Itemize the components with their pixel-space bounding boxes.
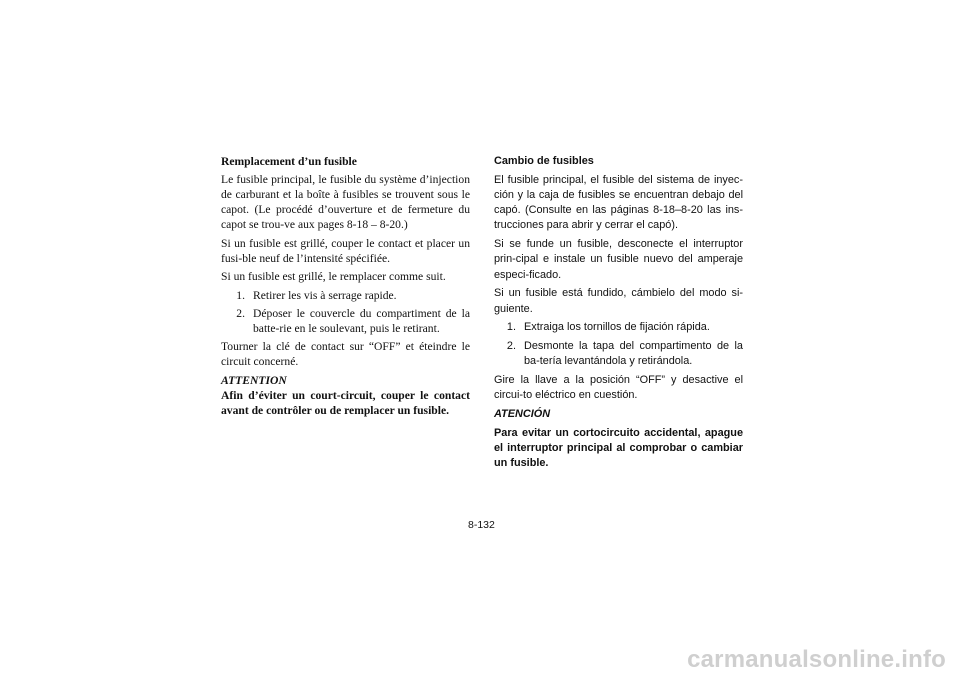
page-number: 8-132: [468, 519, 495, 531]
step-number: 2.: [236, 306, 245, 320]
spanish-step-2: [494, 339, 743, 369]
french-heading: Remplacement d’un fusible: [221, 155, 357, 168]
spanish-warning-title: ATENCIÓN: [494, 407, 551, 420]
step-number: 1.: [506, 321, 516, 334]
french-column: [221, 154, 470, 418]
french-paragraph-2: Si un fusible est grillé, couper le contact et placer un fusi-ble neuf de l’intensité spécifiée.: [221, 236, 470, 265]
french-paragraph-3: Si un fusible est grillé, le remplacer comme suit.: [221, 270, 446, 284]
step-number: 1.: [236, 288, 245, 302]
french-paragraph-4: Tourner la clé de contact sur “OFF” et éteindre le circuit concerné.: [221, 340, 470, 369]
spanish-warning-body: Para evitar un cortocircuito accidental, apague el interruptor principal al comprobar o cambiar un fusible.: [494, 426, 743, 469]
french-step-1: [221, 288, 470, 303]
spanish-heading: Cambio de fusibles: [494, 155, 594, 167]
spanish-column: [494, 154, 743, 475]
spanish-paragraph-2: Si se funde un fusible, desconecte el interruptor prin-cipal e instale un fusible nuevo del amperaje especi-ficado.: [494, 238, 743, 281]
spanish-paragraph-3: Si un fusible está fundido, cámbielo del modo si-guiente.: [494, 287, 743, 315]
step-text: Retirer les vis à serrage rapide.: [253, 288, 397, 302]
french-warning-title: ATTENTION: [221, 373, 287, 387]
french-warning-body: Afin d’éviter un court-circuit, couper le contact avant de contrôler ou de remplacer un fusible.: [221, 388, 470, 417]
step-text: Déposer le couvercle du compartiment de la batte-rie en le soulevant, puis le retirant.: [253, 306, 470, 335]
french-step-2: [221, 306, 470, 336]
step-text: Extraiga los tornillos de fijación rápida.: [524, 321, 710, 334]
spanish-paragraph-4: Gire la llave a la posición “OFF” y desactive el circui-to eléctrico en cuestión.: [494, 373, 743, 401]
spanish-paragraph-1: El fusible principal, el fusible del sistema de inyec-ción y la caja de fusibles se encuentran debajo del capó. (Consulte en las páginas 8-18–8-20 las ins-trucciones para abrir y cerrar el capó).: [494, 173, 743, 232]
watermark: carmanualsonline.info: [687, 646, 946, 673]
step-number: 2.: [506, 340, 516, 352]
spanish-step-1: [494, 320, 743, 335]
french-paragraph-1: Le fusible principal, le fusible du système d’injection de carburant et la boîte à fusibles se trouvent sous le capot. (Le procédé d’ouverture et de fermeture du capot se trou-ve aux pages 8-18 – 8-20.): [221, 173, 470, 232]
step-text: Desmonte la tapa del compartimento de la ba-tería levantándola y retirándola.: [524, 340, 743, 368]
